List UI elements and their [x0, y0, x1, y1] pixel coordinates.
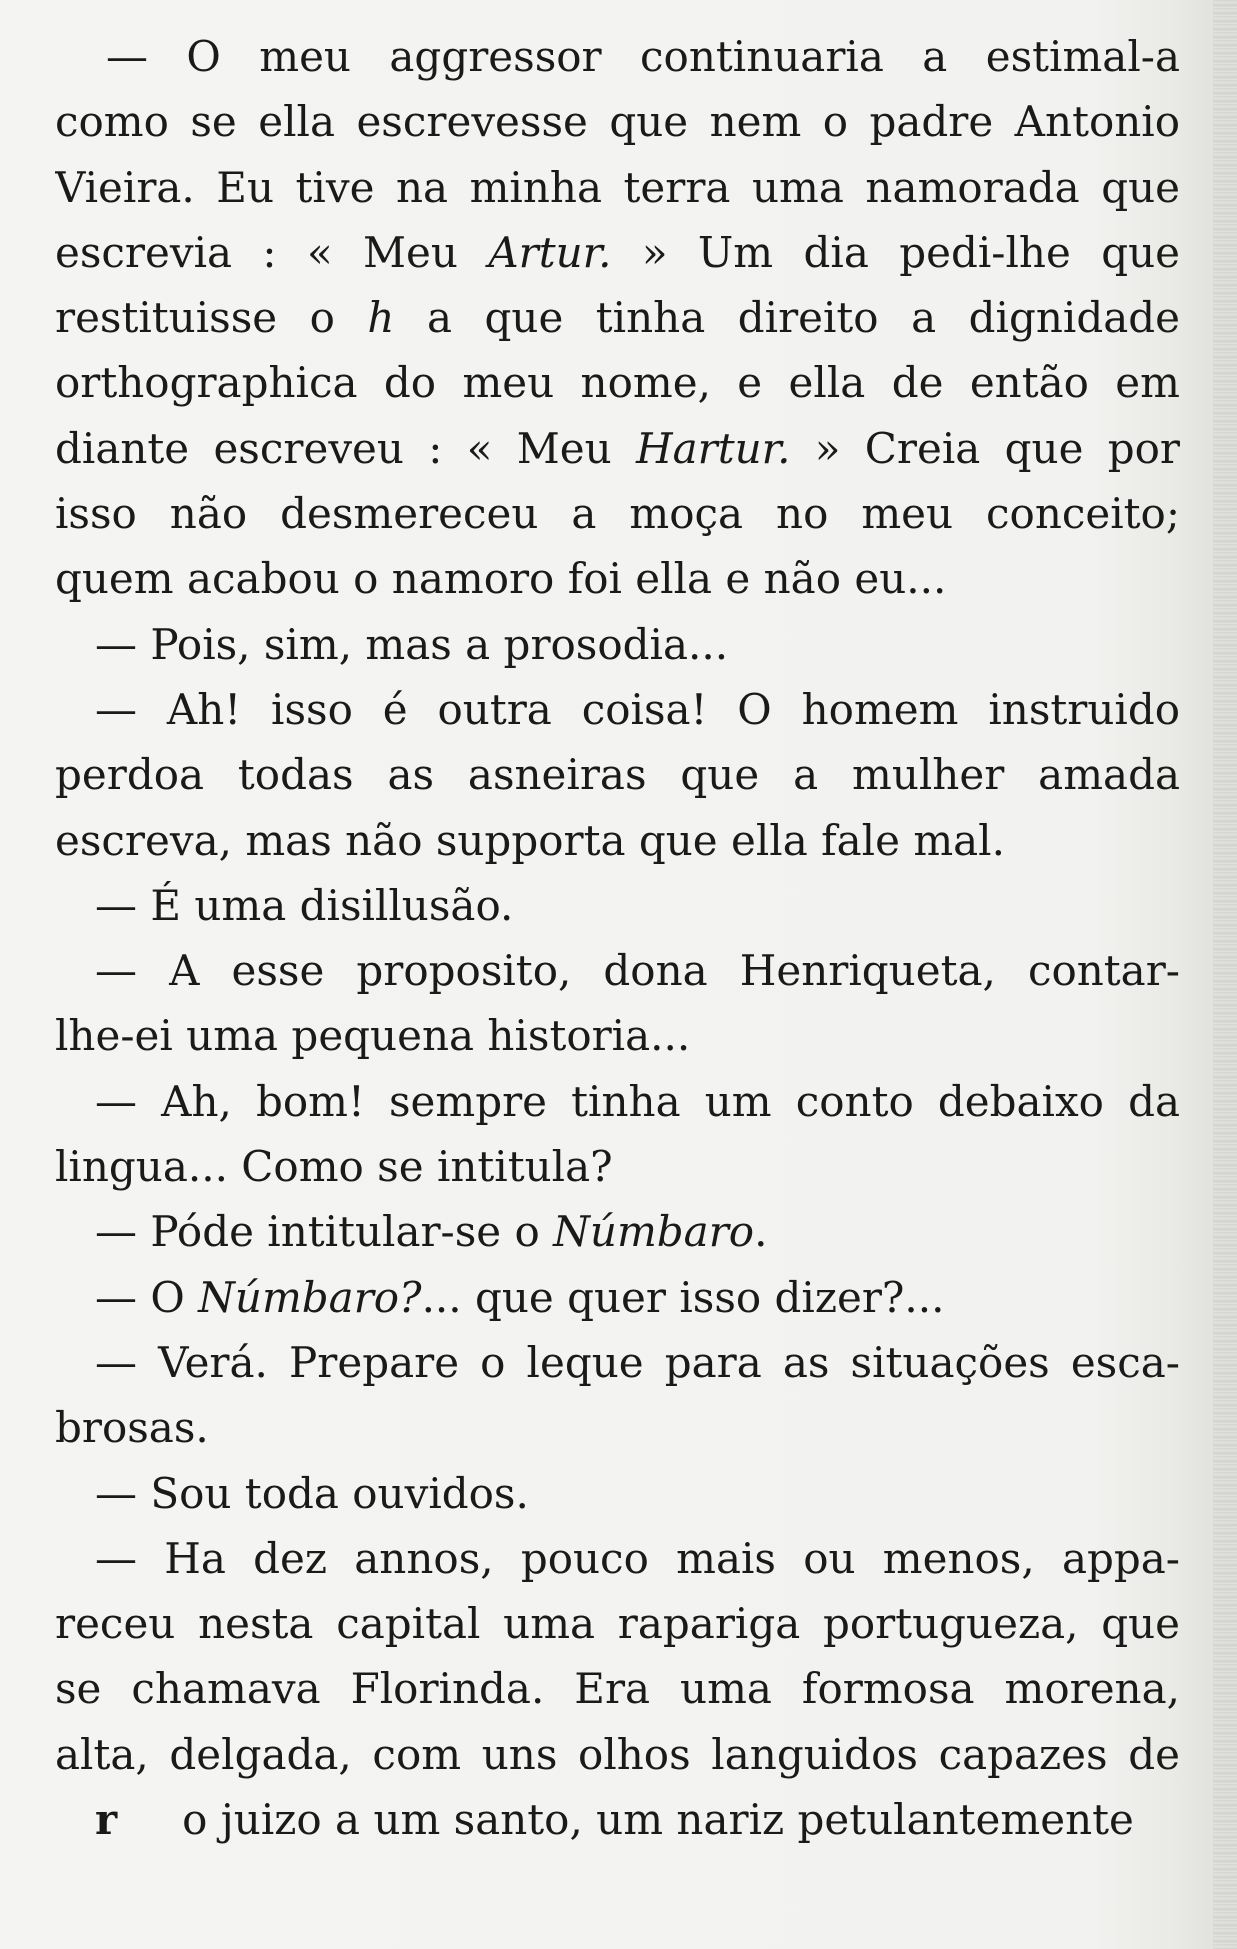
text-line: alta, delgada, com uns olhos languidos capazes de — [55, 1729, 1180, 1779]
text-line: — Pois, sim, mas a prosodia... — [95, 619, 729, 669]
text-line: orthographica do meu nome, e ella de então em — [55, 358, 1180, 408]
text-line: se chamava Florinda. Era uma formosa morena, — [55, 1664, 1180, 1714]
text-line: r o juizo a um santo, um nariz petulantemente — [95, 1795, 1134, 1845]
text-line: escreva, mas não supporta que ella fale mal. — [55, 815, 1005, 865]
text-line: — É uma disillusão. — [95, 880, 514, 930]
text-line: — Sou toda ouvidos. — [95, 1468, 529, 1518]
text-line: perdoa todas as asneiras que a mulher amada — [55, 750, 1180, 800]
text-line: — Ah! isso é outra coisa! O homem instruido — [95, 684, 1180, 734]
page-edge-shadow — [1213, 0, 1237, 1949]
text-line: restituisse o h a que tinha direito a dignidade — [55, 293, 1180, 343]
text-line: lingua... Como se intitula? — [55, 1142, 613, 1192]
text-line: quem acabou o namoro foi ella e não eu... — [55, 554, 947, 604]
text-line: lhe-ei uma pequena historia... — [55, 1011, 691, 1061]
text-line: escrevia : « Meu Artur. » Um dia pedi-lhe que — [55, 227, 1180, 277]
text-line: — O Númbaro?... que quer isso dizer?... — [95, 1272, 945, 1322]
text-line: diante escreveu : « Meu Hartur. » Creia que por — [55, 423, 1180, 473]
body-text — [55, 24, 1180, 1852]
text-line: — Ha dez annos, pouco mais ou menos, appa- — [95, 1533, 1180, 1583]
text-line: como se ella escrevesse que nem o padre Antonio — [55, 97, 1180, 147]
text-line: receu nesta capital uma rapariga portugueza, que — [55, 1599, 1180, 1649]
text-line: — Ah, bom! sempre tinha um conto debaixo da — [95, 1076, 1180, 1126]
text-line: Vieira. Eu tive na minha terra uma namorada que — [55, 162, 1180, 212]
text-line: — Verá. Prepare o leque para as situações esca- — [95, 1337, 1180, 1387]
text-line: brosas. — [55, 1403, 209, 1453]
text-line: — Póde intitular-se o Númbaro. — [95, 1207, 768, 1257]
text-line: — A esse proposito, dona Henriqueta, contar- — [95, 946, 1180, 996]
text-line: isso não desmereceu a moça no meu conceito; — [55, 489, 1180, 539]
text-line: — O meu aggressor continuaria a estimal-a — [106, 32, 1180, 81]
